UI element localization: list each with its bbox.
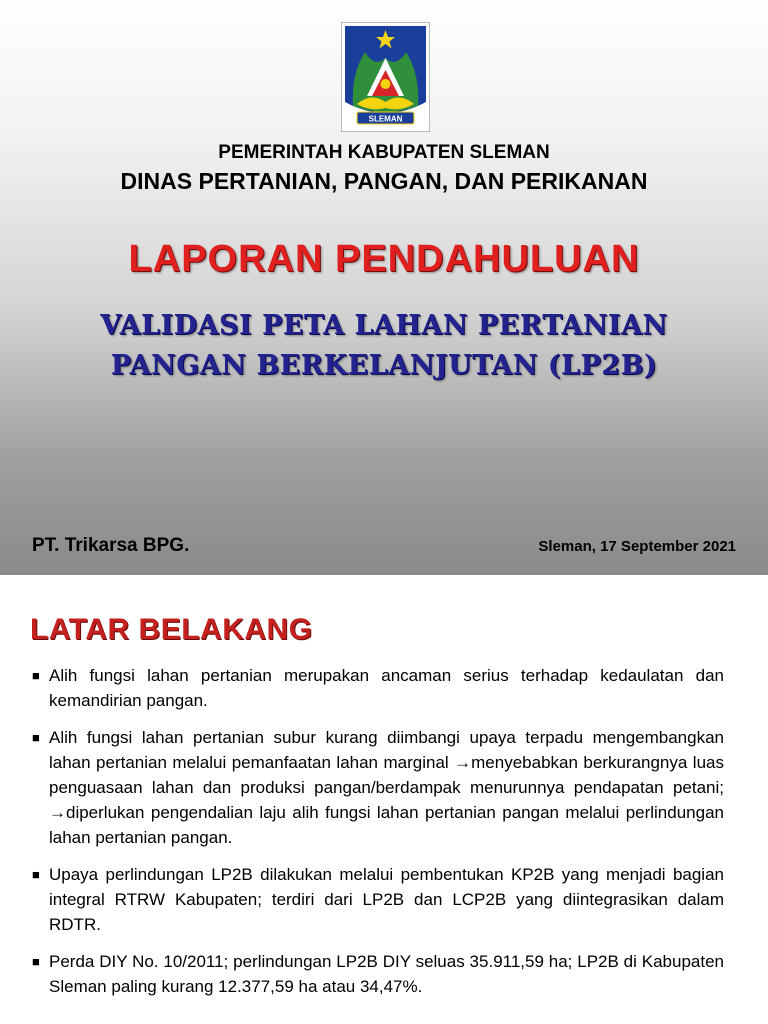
list-item — [32, 862, 724, 937]
bullet-square-icon: ■ — [32, 668, 40, 683]
bullet-text: Alih fungsi lahan pertanian subur kurang diimbangi upaya terpadu mengembangkan lahan pertanian melalui pemanfaatan lahan marginal →menyebabkan berkurangnya luas penguasaan lahan dan produksi pangan/berdampak menurunnya pendapatan petani; →diperlukan pengendalian laju alih fungsi lahan pertanian pangan melalui perlindungan lahan pertanian pangan. — [49, 728, 724, 847]
list-item — [32, 949, 724, 999]
background-slide — [0, 575, 768, 1024]
subtitle-line-2: PANGAN BERKELANJUTAN (LP2B) — [110, 350, 658, 381]
list-item — [32, 663, 724, 713]
list-item — [32, 725, 724, 850]
report-subtitle — [0, 306, 768, 386]
report-title: LAPORAN PENDAHULUAN — [128, 238, 640, 280]
department-name: DINAS PERTANIAN, PANGAN, DAN PERIKANAN — [120, 168, 648, 194]
company-name: PT. Trikarsa BPG. — [32, 535, 190, 556]
government-name: PEMERINTAH KABUPATEN SLEMAN — [218, 142, 550, 163]
sleman-emblem-icon — [341, 22, 430, 132]
bullet-square-icon: ■ — [32, 867, 40, 882]
bullet-text: Alih fungsi lahan pertanian merupakan ancaman serius terhadap kedaulatan dan kemandirian pangan. — [49, 666, 724, 710]
bullet-text: Upaya perlindungan LP2B dilakukan melalui pembentukan KP2B yang menjadi bagian integral RTRW Kabupaten; terdiri dari LP2B dan LCP2B yang diintegrasikan dalam RDTR. — [49, 865, 724, 934]
bullet-square-icon: ■ — [32, 730, 40, 745]
bullet-square-icon: ■ — [32, 954, 40, 969]
subtitle-line-1: VALIDASI PETA LAHAN PERTANIAN — [100, 310, 668, 341]
bullet-list — [32, 663, 724, 1011]
bullet-text: Perda DIY No. 10/2011; perlindungan LP2B DIY seluas 35.911,59 ha; LP2B di Kabupaten Sleman paling kurang 12.377,59 ha atau 34,47%. — [49, 952, 724, 996]
section-title: LATAR BELAKANG — [30, 613, 313, 646]
svg-text:SLEMAN: SLEMAN — [368, 114, 403, 124]
report-date: Sleman, 17 September 2021 — [538, 538, 736, 555]
